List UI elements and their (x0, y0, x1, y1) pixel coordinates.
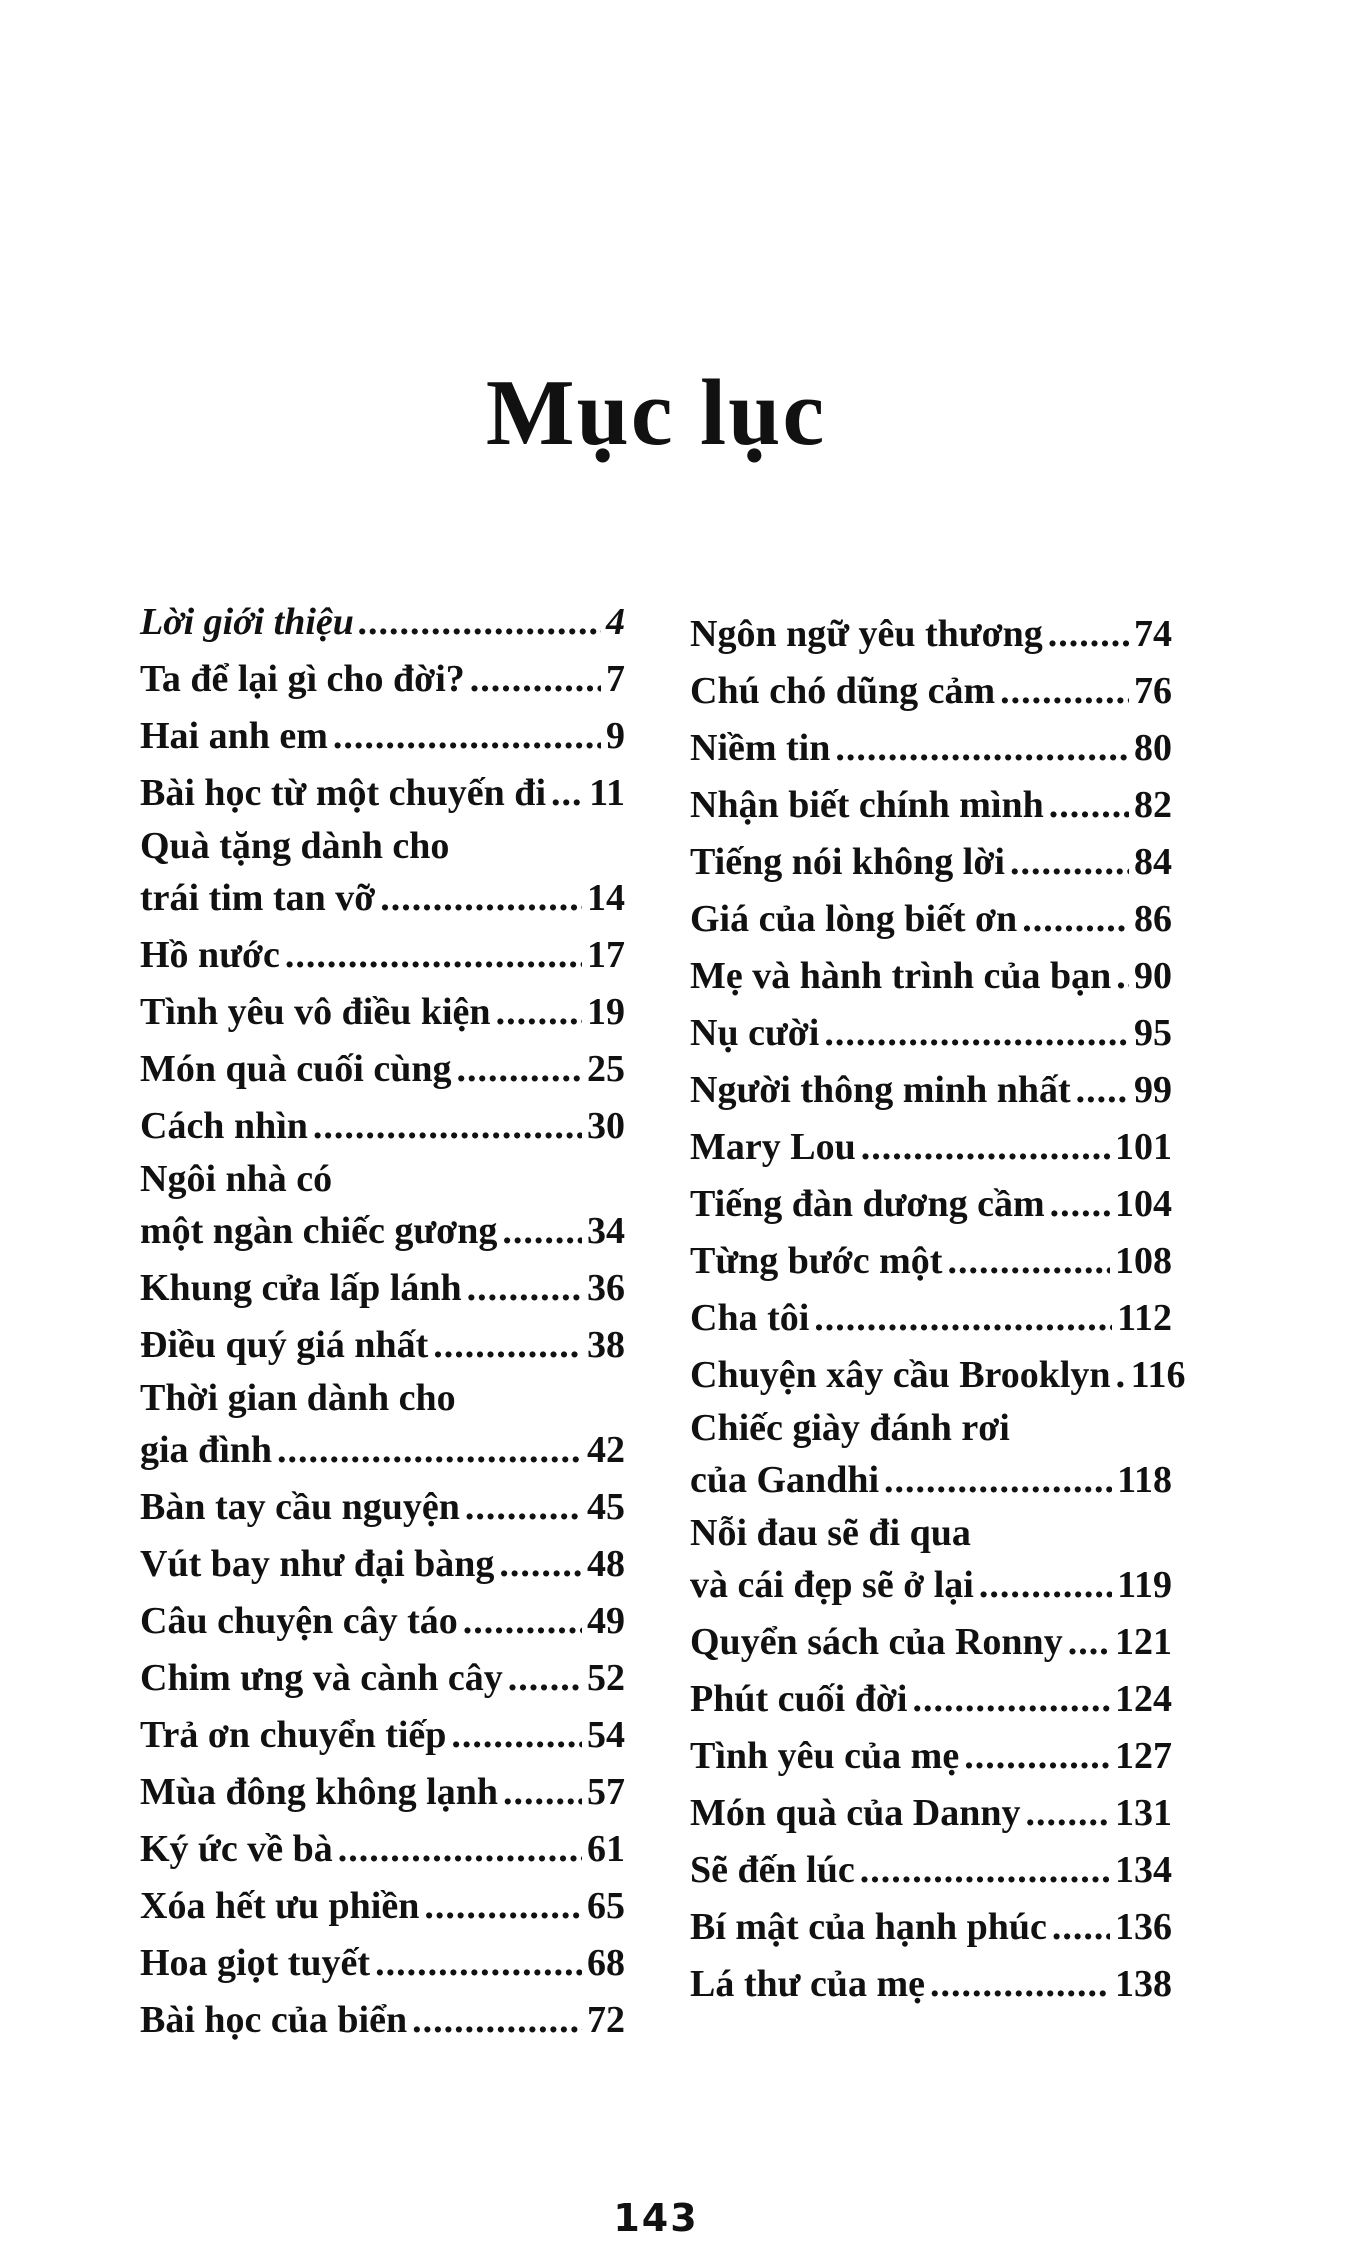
dot-leader (861, 1119, 1110, 1176)
toc-entry-title: Vút bay như đại bàng (140, 1543, 495, 1585)
toc-entry-title: Ngôn ngữ yêu thương (690, 613, 1043, 655)
toc-entry-title: Mẹ và hành trình của bạn (690, 955, 1112, 997)
toc-entry-title: Bí mật của hạnh phúc (690, 1906, 1047, 1948)
page-number: 143 (613, 2196, 699, 2240)
toc-entry-page-number: 131 (1115, 1792, 1172, 1834)
toc-entry-title: gia đình (140, 1429, 273, 1471)
toc-entry-title: Lá thư của mẹ (690, 1963, 925, 2005)
dot-leader (380, 870, 582, 927)
toc-entry-line (690, 1956, 1172, 2013)
dot-leader (1049, 777, 1129, 834)
toc-entry-title: Món quà cuối cùng (140, 1048, 452, 1090)
toc-entry (690, 720, 1172, 777)
toc-entry (690, 777, 1172, 834)
dot-leader (824, 1005, 1129, 1062)
dot-leader (451, 1707, 582, 1764)
toc-entry-title: Ta để lại gì cho đời? (140, 658, 465, 700)
toc-entry-title: Nhận biết chính mình (690, 784, 1044, 826)
toc-entry-first-line: Chiếc giày đánh rơi (690, 1407, 1010, 1449)
dot-leader (814, 1290, 1112, 1347)
toc-entry (140, 1707, 625, 1764)
toc-entry-title: Tình yêu của mẹ (690, 1735, 960, 1777)
toc-entry-page-number: 104 (1115, 1183, 1172, 1225)
dot-leader (456, 1041, 582, 1098)
toc-entry (690, 1785, 1172, 1842)
toc-entry (690, 834, 1172, 891)
toc-entry-title: Cha tôi (690, 1297, 810, 1339)
dot-leader (285, 927, 582, 984)
toc-entry (140, 1098, 625, 1155)
toc-entry-title: Chim ưng và cành cây (140, 1657, 503, 1699)
toc-entry-page-number: 42 (587, 1429, 625, 1471)
toc-entry-line (140, 870, 625, 927)
toc-entry (140, 765, 625, 822)
toc-entry-first-line: Ngôi nhà có (140, 1158, 333, 1200)
toc-entry-title: Chuyện xây cầu Brooklyn (690, 1354, 1111, 1396)
toc-entry-line (140, 1041, 625, 1098)
dot-leader (333, 708, 601, 765)
toc-entry-line (690, 1785, 1172, 1842)
toc-entry-title: Người thông minh nhất (690, 1069, 1071, 1111)
dot-leader (503, 1764, 582, 1821)
toc-entry-page-number: 136 (1115, 1906, 1172, 1948)
toc-entry-line (140, 1935, 625, 1992)
toc-entry-line (690, 834, 1172, 891)
dot-leader (1116, 948, 1129, 1005)
toc-entry (690, 1347, 1186, 1404)
toc-entry-line (690, 1842, 1172, 1899)
toc-entry-page-number: 80 (1134, 727, 1172, 769)
dot-leader (508, 1650, 582, 1707)
toc-entry-line (140, 1878, 625, 1935)
toc-entry-line (690, 1899, 1172, 1956)
toc-entry-title: Quyển sách của Ronny (690, 1621, 1063, 1663)
dot-leader (277, 1422, 582, 1479)
toc-entry-line (690, 948, 1172, 1005)
toc-entry-page-number: 86 (1134, 898, 1172, 940)
dot-leader (1025, 1785, 1110, 1842)
toc-entry-page-number: 68 (587, 1942, 625, 1984)
toc-entry (690, 1614, 1172, 1671)
toc-entry-line (690, 1728, 1172, 1785)
toc-entry-title: và cái đẹp sẽ ở lại (690, 1564, 974, 1606)
dot-leader (1022, 891, 1129, 948)
toc-entry-line (140, 708, 625, 765)
toc-entry-title: Hoa giọt tuyết (140, 1942, 371, 1984)
toc-entry-line (140, 1479, 625, 1536)
dot-leader (412, 1992, 582, 2049)
toc-entry-title: Cách nhìn (140, 1105, 308, 1147)
dot-leader (1052, 1899, 1110, 1956)
toc-entry-page-number: 84 (1134, 841, 1172, 883)
dot-leader (1000, 663, 1129, 720)
toc-entry-line (140, 1098, 625, 1155)
toc-entry-line (140, 1821, 625, 1878)
toc-entry-title: Tiếng nói không lời (690, 841, 1005, 883)
dot-leader (465, 1479, 582, 1536)
toc-entry-page-number: 48 (587, 1543, 625, 1585)
toc-entry (140, 822, 625, 927)
toc-entry-page-number: 19 (587, 991, 625, 1033)
page-title: Mục lục (485, 361, 827, 465)
toc-entry-page-number: 76 (1134, 670, 1172, 712)
toc-entry-title: Mary Lou (690, 1126, 856, 1168)
toc-entry-title: Xóa hết ưu phiền (140, 1885, 420, 1927)
toc-entry-line (690, 1176, 1172, 1233)
toc-entry-page-number: 112 (1117, 1297, 1172, 1339)
toc-entry-title: Niềm tin (690, 727, 831, 769)
toc-entry (140, 1260, 625, 1317)
toc-entry-line (690, 1452, 1172, 1509)
toc-entry (140, 1479, 625, 1536)
toc-entry-page-number: 45 (587, 1486, 625, 1528)
toc-entry-line (140, 1260, 625, 1317)
toc-entry-line (690, 720, 1172, 777)
dot-leader (496, 984, 582, 1041)
dot-leader (433, 1317, 582, 1374)
dot-leader (1068, 1614, 1110, 1671)
toc-entry (690, 1899, 1172, 1956)
toc-entry-page-number: 101 (1115, 1126, 1172, 1168)
toc-entry (140, 708, 625, 765)
toc-entry-line (140, 1764, 625, 1821)
dot-leader (979, 1557, 1112, 1614)
dot-leader (424, 1878, 582, 1935)
toc-entry (140, 1764, 625, 1821)
toc-entry-title: Phút cuối đời (690, 1678, 908, 1720)
toc-entry-page-number: 11 (589, 772, 625, 814)
toc-entry-title: Lời giới thiệu (140, 601, 354, 643)
toc-entry-line (690, 1557, 1172, 1614)
dot-leader (499, 1536, 582, 1593)
toc-entry-page-number: 4 (606, 601, 625, 643)
toc-entry-title: Ký ức về bà (140, 1828, 333, 1870)
toc-entry-page-number: 30 (587, 1105, 625, 1147)
toc-entry-title: Bài học của biển (140, 1999, 408, 2041)
toc-entry-page-number: 121 (1115, 1621, 1172, 1663)
dot-leader (551, 765, 584, 822)
toc-entry-line (140, 1992, 625, 2049)
toc-entry-title: Bài học từ một chuyến đi (140, 772, 546, 814)
toc-entry-title: Giá của lòng biết ơn (690, 898, 1018, 940)
toc-entry-line (140, 594, 625, 651)
toc-entry (140, 1821, 625, 1878)
toc-entry-line (140, 651, 625, 708)
toc-entry (140, 1593, 625, 1650)
toc-entry-page-number: 116 (1130, 1354, 1186, 1396)
toc-entry-page-number: 9 (606, 715, 625, 757)
toc-entry-page-number: 61 (587, 1828, 625, 1870)
dot-leader (964, 1728, 1110, 1785)
toc-entry-page-number: 7 (606, 658, 625, 700)
toc-entry-title: của Gandhi (690, 1459, 880, 1501)
dot-leader (463, 1593, 582, 1650)
toc-entry (690, 948, 1172, 1005)
toc-entry-line (140, 927, 625, 984)
toc-entry (690, 891, 1172, 948)
toc-entry (690, 1956, 1172, 2013)
toc-entry (140, 594, 625, 651)
toc-entry (140, 1041, 625, 1098)
dot-leader (313, 1098, 582, 1155)
dot-leader (860, 1842, 1110, 1899)
toc-entry-title: Mùa đông không lạnh (140, 1771, 498, 1813)
dot-leader (930, 1956, 1110, 2013)
toc-entry (140, 927, 625, 984)
toc-entry-line (690, 891, 1172, 948)
toc-entry-page-number: 82 (1134, 784, 1172, 826)
dot-leader (470, 651, 601, 708)
toc-entry-title: Món quà của Danny (690, 1792, 1021, 1834)
toc-entry (690, 1509, 1172, 1614)
toc-entry (140, 1878, 625, 1935)
toc-entry-page-number: 118 (1117, 1459, 1172, 1501)
toc-entry (140, 1650, 625, 1707)
toc-entry-line (690, 1671, 1172, 1728)
dot-leader (1076, 1062, 1129, 1119)
toc-entry (690, 1062, 1172, 1119)
toc-entry (690, 1005, 1172, 1062)
toc-entry (690, 606, 1172, 663)
toc-entry-line (140, 1536, 625, 1593)
toc-entry-page-number: 57 (587, 1771, 625, 1813)
toc-column-left (140, 594, 625, 2049)
toc-entry-title: Điều quý giá nhất (140, 1324, 429, 1366)
toc-entry-page-number: 119 (1117, 1564, 1172, 1606)
toc-entry-line (140, 1650, 625, 1707)
toc-entry-page-number: 127 (1115, 1735, 1172, 1777)
toc-entry-title: trái tim tan vỡ (140, 877, 376, 919)
toc-columns (140, 594, 1186, 2049)
toc-entry-line (690, 663, 1172, 720)
toc-entry (690, 1176, 1172, 1233)
toc-entry-line (690, 777, 1172, 834)
toc-entry-page-number: 65 (587, 1885, 625, 1927)
toc-entry-title: một ngàn chiếc gương (140, 1210, 498, 1252)
dot-leader (359, 594, 601, 651)
toc-entry (690, 1671, 1172, 1728)
toc-entry-page-number: 38 (587, 1324, 625, 1366)
toc-entry-page-number: 54 (587, 1714, 625, 1756)
toc-entry (690, 1233, 1172, 1290)
toc-entry-line (690, 1005, 1172, 1062)
toc-entry-line (140, 1203, 625, 1260)
toc-entry-page-number: 49 (587, 1600, 625, 1642)
toc-entry-title: Tiếng đàn dương cầm (690, 1183, 1045, 1225)
toc-entry-title: Hai anh em (140, 715, 328, 757)
toc-entry-line (690, 1614, 1172, 1671)
toc-entry-title: Sẽ đến lúc (690, 1849, 855, 1891)
toc-entry-page-number: 34 (587, 1210, 625, 1252)
toc-entry (690, 1728, 1172, 1785)
toc-entry-page-number: 74 (1134, 613, 1172, 655)
toc-entry (140, 1536, 625, 1593)
toc-entry-title: Từng bước một (690, 1240, 943, 1282)
toc-entry (140, 1374, 625, 1479)
toc-entry-first-line: Quà tặng dành cho (140, 825, 450, 867)
toc-entry-line (690, 606, 1172, 663)
toc-entry-page-number: 108 (1115, 1240, 1172, 1282)
toc-entry-title: Khung cửa lấp lánh (140, 1267, 462, 1309)
toc-entry-line (690, 1233, 1172, 1290)
toc-entry-title: Hồ nước (140, 934, 280, 976)
dot-leader (1048, 606, 1129, 663)
toc-entry-line (690, 1062, 1172, 1119)
toc-entry-first-line: Nỗi đau sẽ đi qua (690, 1512, 971, 1554)
toc-entry-page-number: 36 (587, 1267, 625, 1309)
toc-entry-title: Bàn tay cầu nguyện (140, 1486, 460, 1528)
toc-entry-line (140, 1593, 625, 1650)
toc-entry-page-number: 138 (1115, 1963, 1172, 2005)
toc-entry-page-number: 17 (587, 934, 625, 976)
toc-entry (690, 1842, 1172, 1899)
dot-leader (912, 1671, 1110, 1728)
dot-leader (1050, 1176, 1110, 1233)
toc-entry-line (140, 984, 625, 1041)
toc-entry-page-number: 134 (1115, 1849, 1172, 1891)
toc-entry-page-number: 25 (587, 1048, 625, 1090)
toc-entry (690, 1404, 1172, 1509)
toc-entry-line (690, 1119, 1172, 1176)
toc-entry-line (690, 1290, 1172, 1347)
toc-entry-page-number: 99 (1134, 1069, 1172, 1111)
dot-leader (338, 1821, 582, 1878)
toc-entry-line (140, 1707, 625, 1764)
toc-entry (690, 1290, 1172, 1347)
toc-entry-line (140, 1317, 625, 1374)
toc-entry (140, 984, 625, 1041)
toc-entry (690, 663, 1172, 720)
toc-entry-title: Chú chó dũng cảm (690, 670, 996, 712)
dot-leader (502, 1203, 582, 1260)
toc-entry-page-number: 52 (587, 1657, 625, 1699)
dot-leader (1116, 1347, 1126, 1404)
toc-entry-line (140, 765, 625, 822)
dot-leader (1010, 834, 1129, 891)
toc-entry-line (690, 1347, 1186, 1404)
dot-leader (835, 720, 1129, 777)
toc-entry-page-number: 124 (1115, 1678, 1172, 1720)
dot-leader (467, 1260, 582, 1317)
toc-entry-title: Nụ cười (690, 1012, 820, 1054)
toc-entry-page-number: 14 (587, 877, 625, 919)
toc-entry-title: Câu chuyện cây táo (140, 1600, 458, 1642)
toc-entry (140, 1935, 625, 1992)
toc-entry-first-line: Thời gian dành cho (140, 1377, 456, 1419)
dot-leader (884, 1452, 1112, 1509)
toc-entry (140, 651, 625, 708)
toc-entry (140, 1317, 625, 1374)
toc-entry-line (140, 1422, 625, 1479)
toc-entry (690, 1119, 1172, 1176)
toc-entry-title: Trả ơn chuyển tiếp (140, 1714, 447, 1756)
dot-leader (947, 1233, 1110, 1290)
toc-entry-title: Tình yêu vô điều kiện (140, 991, 491, 1033)
toc-entry-page-number: 95 (1134, 1012, 1172, 1054)
dot-leader (375, 1935, 582, 1992)
toc-column-right (690, 594, 1186, 2049)
toc-entry-page-number: 72 (587, 1999, 625, 2041)
toc-entry-page-number: 90 (1134, 955, 1172, 997)
toc-entry (140, 1155, 625, 1260)
toc-entry (140, 1992, 625, 2049)
